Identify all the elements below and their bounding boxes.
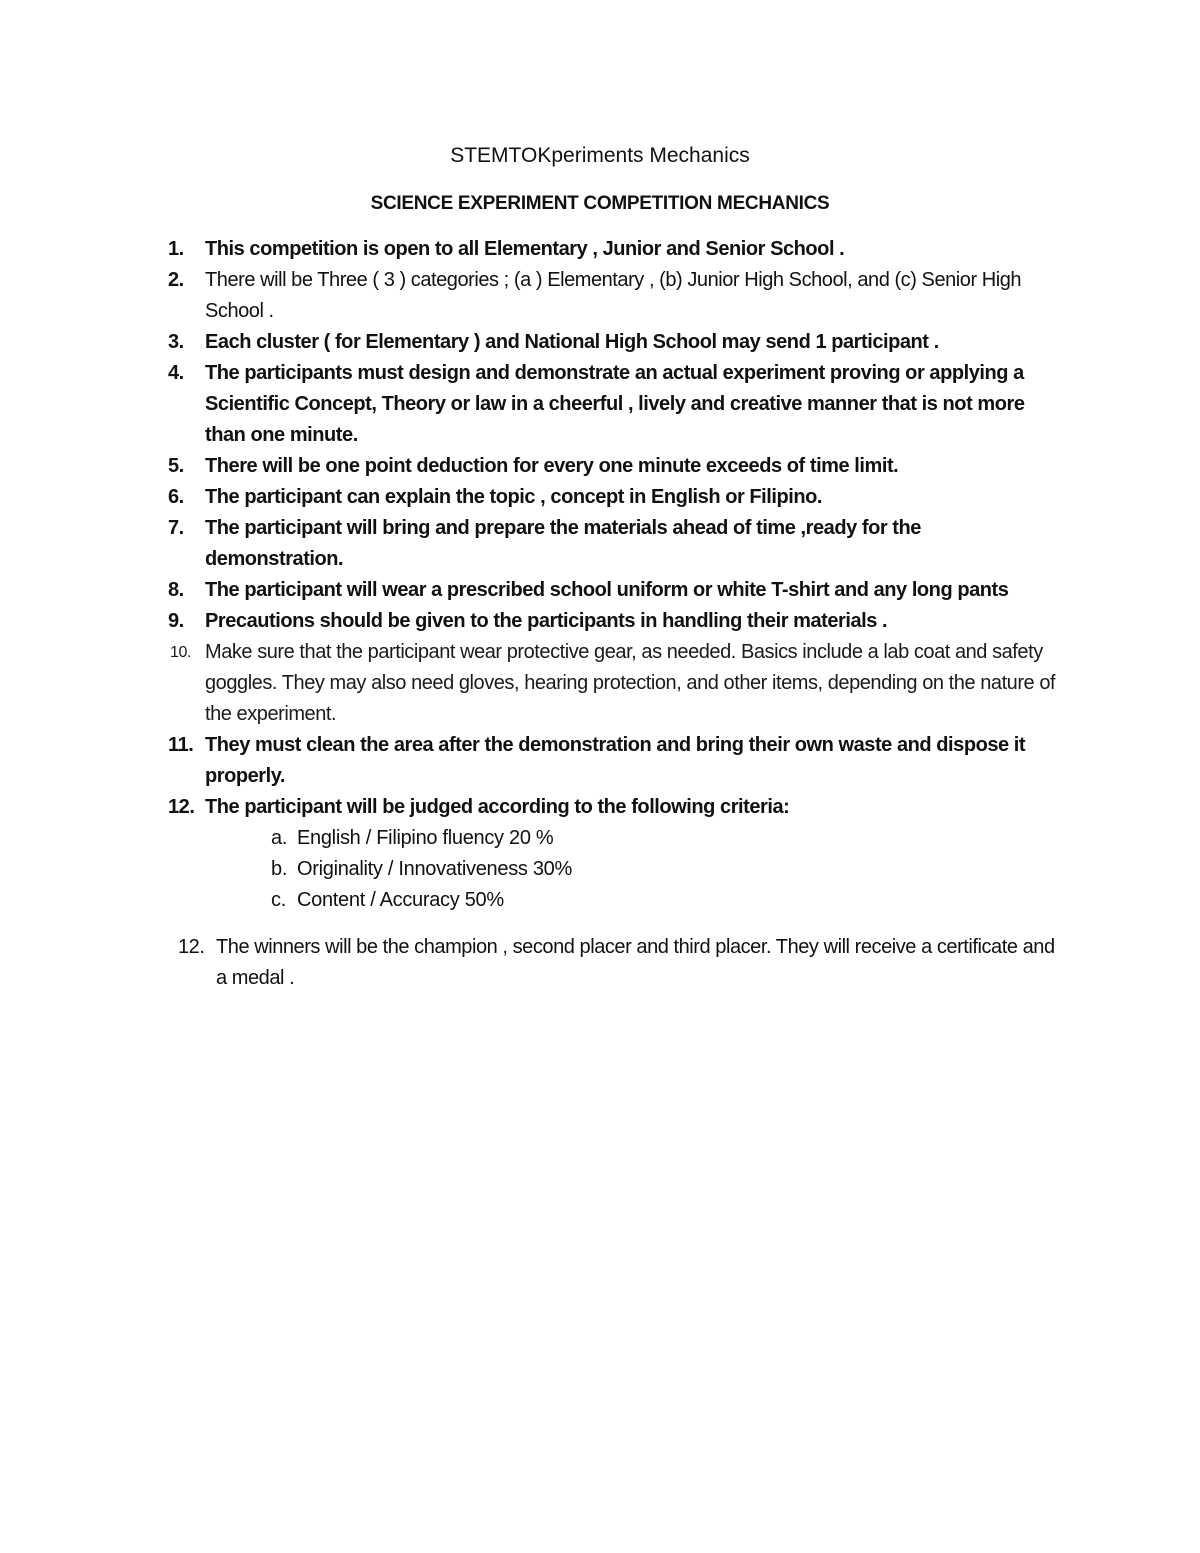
item-text: Each cluster ( for Elementary ) and National High School may send 1 participant . xyxy=(205,331,939,353)
item-number: 5. xyxy=(168,455,184,477)
criteria-list xyxy=(0,823,1200,916)
document-title: STEMTOKperiments Mechanics xyxy=(450,144,750,167)
list-item xyxy=(0,513,1200,575)
list-item xyxy=(0,451,1200,482)
item-number: 8. xyxy=(168,579,184,601)
item-text: The participant will bring and prepare the materials ahead of time ,ready for the demonstration. xyxy=(205,517,921,570)
criteria-letter: b. xyxy=(271,858,288,880)
list-item xyxy=(0,606,1200,637)
item-text: There will be one point deduction for every one minute exceeds of time limit. xyxy=(205,455,899,477)
criteria-text: English / Filipino fluency 20 % xyxy=(297,827,554,849)
item-text: The participant can explain the topic , concept in English or Filipino. xyxy=(205,486,823,508)
item-text: They must clean the area after the demonstration and bring their own waste and dispose it properly. xyxy=(205,734,1026,787)
list-item xyxy=(0,234,1200,265)
criteria-letter: a. xyxy=(271,827,288,849)
item-number: 6. xyxy=(168,486,184,508)
list-item xyxy=(0,482,1200,513)
document-subtitle: SCIENCE EXPERIMENT COMPETITION MECHANICS xyxy=(370,193,830,214)
item-number: 3. xyxy=(168,331,184,353)
item-number: 7. xyxy=(168,517,184,539)
list-item xyxy=(0,358,1200,451)
list-item xyxy=(0,730,1200,792)
list-item xyxy=(0,327,1200,358)
list-item xyxy=(0,265,1200,327)
item-number: 2. xyxy=(168,269,184,291)
item-text: The participants must design and demonstrate an actual experiment proving or applying a Scientific Concept, Theory or law in a cheerful , lively and creative manner that is not more than one minute. xyxy=(205,362,1025,446)
item-number: 9. xyxy=(168,610,184,632)
mechanics-list xyxy=(0,234,1200,916)
list-item xyxy=(0,932,1200,994)
item-text: There will be Three ( 3 ) categories ; (a ) Elementary , (b) Junior High School, and (c) Senior High School . xyxy=(205,269,1022,322)
item-number: 11. xyxy=(168,734,194,756)
item-text: The participant will be judged according to the following criteria: xyxy=(205,796,790,818)
item-number: 12. xyxy=(168,796,195,818)
list-item xyxy=(0,792,1200,823)
criteria-container xyxy=(0,823,1200,916)
criteria-text: Originality / Innovativeness 30% xyxy=(297,858,572,880)
item-number: 1. xyxy=(168,238,184,260)
item-text: The participant will wear a prescribed school uniform or white T-shirt and any long pants xyxy=(205,579,1009,601)
criteria-item xyxy=(0,854,1200,885)
criteria-item xyxy=(0,823,1200,854)
list-item xyxy=(0,637,1200,730)
criteria-text: Content / Accuracy 50% xyxy=(297,889,504,911)
item-number: 12. xyxy=(178,936,205,958)
item-text: This competition is open to all Elementary , Junior and Senior School . xyxy=(205,238,845,260)
item-text: Make sure that the participant wear protective gear, as needed. Basics include a lab coat and safety goggles. They may also need gloves, hearing protection, and other items, depending on the nature of the experiment. xyxy=(205,641,1056,725)
item-number: 10. xyxy=(170,644,191,661)
item-number: 4. xyxy=(168,362,184,384)
item-text: The winners will be the champion , second placer and third placer. They will receive a certificate and a medal . xyxy=(216,936,1055,989)
final-item-block xyxy=(0,932,1200,994)
list-item xyxy=(0,575,1200,606)
criteria-item xyxy=(0,885,1200,916)
item-text: Precautions should be given to the participants in handling their materials . xyxy=(205,610,888,632)
criteria-letter: c. xyxy=(271,889,286,911)
